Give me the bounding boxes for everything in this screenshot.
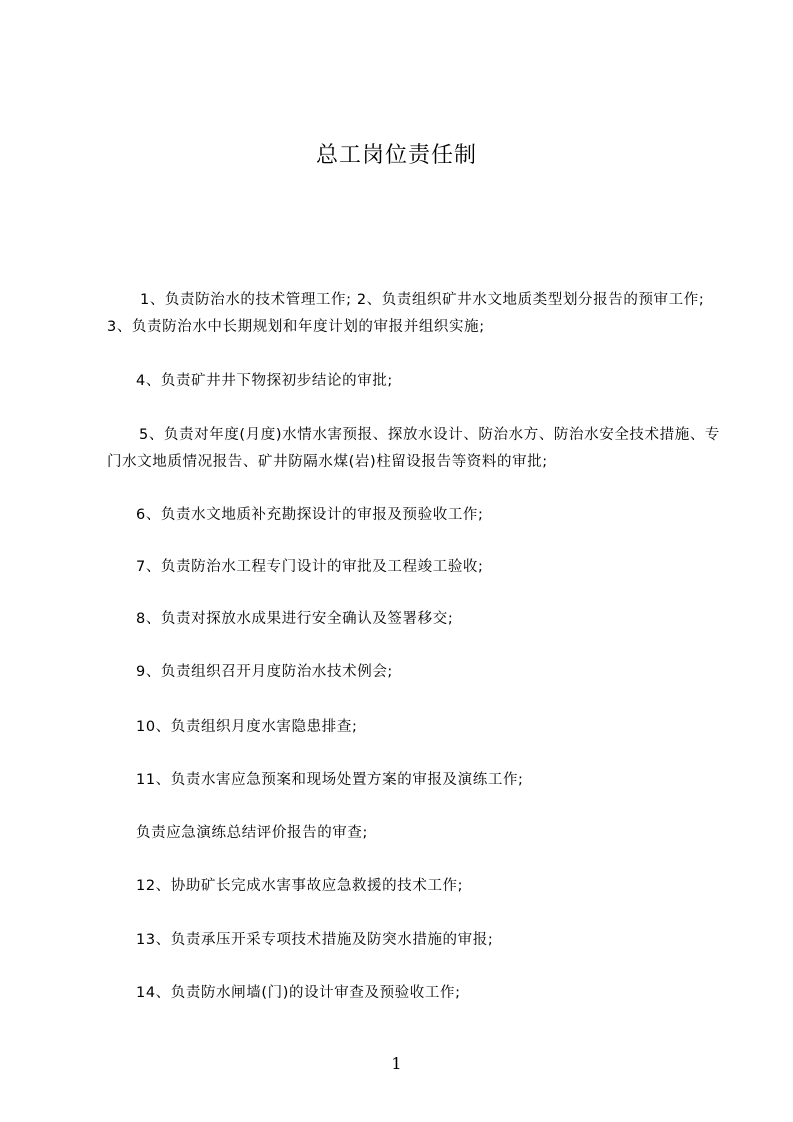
paragraph-10-text: 负责应急演练总结评价报告的审查; xyxy=(136,825,368,841)
paragraph-1 xyxy=(107,287,723,341)
document-title: 总工岗位责任制 xyxy=(315,143,477,168)
paragraph-2 xyxy=(136,368,736,395)
paragraph-7 xyxy=(136,659,736,686)
paragraph-9-text: 11、负责水害应急预案和现场处置方案的审报及演练工作; xyxy=(136,772,524,788)
paragraph-10 xyxy=(136,820,736,847)
paragraph-5 xyxy=(136,554,736,581)
paragraph-13-text: 14、负责防水闸墙(门)的设计审查及预验收工作; xyxy=(136,985,461,1001)
paragraph-6 xyxy=(136,606,736,633)
paragraph-5-text: 7、负责防治水工程专门设计的审批及工程竣工验收; xyxy=(136,559,484,575)
paragraph-7-text: 9、负责组织召开月度防治水技术例会; xyxy=(136,664,393,680)
paragraph-13 xyxy=(136,980,736,1007)
paragraph-2-text: 4、负责矿井井下物探初步结论的审批; xyxy=(136,373,393,389)
paragraph-8-text: 10、负责组织月度水害隐患排查; xyxy=(136,719,358,735)
page-number: 1 xyxy=(391,1054,402,1073)
paragraph-12 xyxy=(136,927,736,954)
paragraph-11 xyxy=(136,873,736,900)
paragraph-1-text: 1、负责防治水的技术管理工作; 2、负责组织矿井水文地质类型划分报告的预审工作;3、负责防治水中长期规划和年度计划的审报并组织实施; xyxy=(107,292,705,335)
paragraph-12-text: 13、负责承压开采专项技术措施及防突水措施的审报; xyxy=(136,932,494,948)
paragraph-3-text: 5、负责对年度(月度)水情水害预报、探放水设计、防治水方、防治水安全技术措施、专门水文地质情况报告、矿井防隔水煤(岩)柱留设报告等资料的审批; xyxy=(107,427,721,470)
paragraph-4-text: 6、负责水文地质补充勘探设计的审报及预验收工作; xyxy=(136,507,484,523)
paragraph-3 xyxy=(107,422,723,476)
paragraph-4 xyxy=(136,502,736,529)
paragraph-11-text: 12、协助矿长完成水害事故应急救援的技术工作; xyxy=(136,878,464,894)
paragraph-8 xyxy=(136,714,736,741)
paragraph-9 xyxy=(136,767,736,794)
paragraph-6-text: 8、负责对探放水成果进行安全确认及签署移交; xyxy=(136,611,454,627)
